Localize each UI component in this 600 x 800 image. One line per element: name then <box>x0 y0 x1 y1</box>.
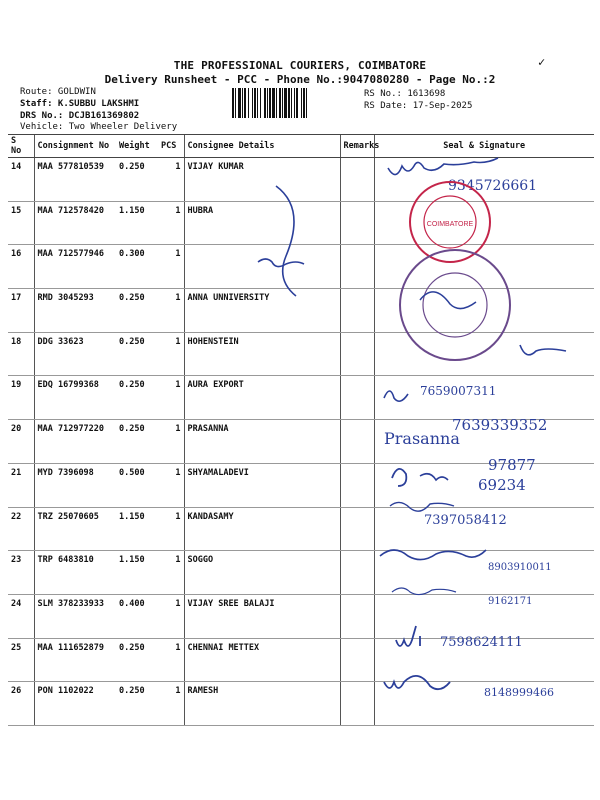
col-pcs: PCS <box>158 135 184 158</box>
cell-consignee: SHYAMALADEVI <box>184 463 340 507</box>
cell-consignee: PRASANNA <box>184 420 340 464</box>
cell-remarks <box>340 551 374 595</box>
cell-signature <box>374 507 594 551</box>
cell-signature <box>374 245 594 289</box>
table-row <box>8 332 594 376</box>
cell-sno: 22 <box>8 507 34 551</box>
cell-consignee: KANDASAMY <box>184 507 340 551</box>
cell-consignee <box>184 245 340 289</box>
cell-pcs: 1 <box>158 420 184 464</box>
cell-signature <box>374 376 594 420</box>
cell-weight: 0.250 <box>116 289 158 333</box>
handwritten-phone-24: 9162171 <box>488 596 533 607</box>
cell-remarks <box>340 638 374 682</box>
cell-remarks <box>340 682 374 726</box>
cell-signature <box>374 682 594 726</box>
cell-sno: 23 <box>8 551 34 595</box>
cell-weight: 0.250 <box>116 332 158 376</box>
cell-consignee: HUBRA <box>184 201 340 245</box>
cell-consignment: DDG 33623 <box>34 332 116 376</box>
table-row <box>8 245 594 289</box>
cell-remarks <box>340 376 374 420</box>
cell-sno: 25 <box>8 638 34 682</box>
cell-consignee: AURA EXPORT <box>184 376 340 420</box>
col-consignee: Consignee Details <box>184 135 340 158</box>
runsheet-subtitle: Delivery Runsheet - PCC - Phone No.:9047080280 - Page No.:2 <box>104 73 496 86</box>
cell-consignment: PON 1102022 <box>34 682 116 726</box>
cell-weight: 1.150 <box>116 507 158 551</box>
cell-remarks <box>340 332 374 376</box>
handwritten-phone-20: 7639339352 <box>452 416 548 434</box>
handwritten-phone-25: 7598624111 <box>440 635 523 650</box>
col-consignment: Consignment No <box>34 135 116 158</box>
cell-consignee: VIJAY KUMAR <box>184 158 340 202</box>
col-weight: Weight <box>116 135 158 158</box>
table-row <box>8 158 594 202</box>
handwritten-number-21a: 97877 <box>488 456 536 474</box>
cell-remarks <box>340 201 374 245</box>
table-row <box>8 420 594 464</box>
cell-consignment: SLM 378233933 <box>34 594 116 638</box>
cell-consignment: MAA 712578420 <box>34 201 116 245</box>
cell-pcs: 1 <box>158 158 184 202</box>
cell-signature <box>374 638 594 682</box>
barcode-image <box>232 88 358 118</box>
table-row <box>8 682 594 726</box>
table-row <box>8 507 594 551</box>
cell-sno: 26 <box>8 682 34 726</box>
cell-pcs: 1 <box>158 376 184 420</box>
cell-remarks <box>340 507 374 551</box>
handwritten-phone-22: 7397058412 <box>424 513 507 528</box>
cell-remarks <box>340 245 374 289</box>
cell-weight: 0.400 <box>116 594 158 638</box>
cell-consignee: HOHENSTEIN <box>184 332 340 376</box>
col-sno: S No <box>8 135 34 158</box>
cell-pcs: 1 <box>158 332 184 376</box>
handwritten-name-20: Prasanna <box>384 429 460 448</box>
cell-pcs: 1 <box>158 638 184 682</box>
cell-consignment: TRZ 25070605 <box>34 507 116 551</box>
cell-consignee: ANNA UNNIVERSITY <box>184 289 340 333</box>
handwritten-phone-14: 9345726661 <box>448 178 538 194</box>
cell-weight: 0.250 <box>116 158 158 202</box>
cell-weight: 0.250 <box>116 682 158 726</box>
vehicle-label: Vehicle: Two Wheeler Delivery <box>20 122 178 132</box>
handwritten-phone-23: 8903910011 <box>488 562 552 573</box>
col-signature: Seal & Signature <box>374 135 594 158</box>
cell-consignment: MYD 7396098 <box>34 463 116 507</box>
cell-remarks <box>340 420 374 464</box>
cell-sno: 17 <box>8 289 34 333</box>
table-row <box>8 463 594 507</box>
cell-consignee: CHENNAI METTEX <box>184 638 340 682</box>
cell-consignment: MAA 577810539 <box>34 158 116 202</box>
cell-sno: 20 <box>8 420 34 464</box>
cell-consignment: MAA 712577946 <box>34 245 116 289</box>
table-row <box>8 289 594 333</box>
cell-weight: 0.300 <box>116 245 158 289</box>
cell-sno: 21 <box>8 463 34 507</box>
cell-pcs: 1 <box>158 289 184 333</box>
table-row <box>8 638 594 682</box>
table-header-row <box>8 135 594 158</box>
cell-weight: 0.500 <box>116 463 158 507</box>
tick-mark: ✓ <box>538 55 546 69</box>
cell-pcs: 1 <box>158 201 184 245</box>
cell-sno: 19 <box>8 376 34 420</box>
cell-signature <box>374 289 594 333</box>
cell-weight: 0.250 <box>116 638 158 682</box>
cell-sno: 18 <box>8 332 34 376</box>
cell-remarks <box>340 158 374 202</box>
col-remarks: Remarks <box>340 135 374 158</box>
cell-consignment: TRP 6483810 <box>34 551 116 595</box>
cell-consignee: SOGGO <box>184 551 340 595</box>
cell-sno: 15 <box>8 201 34 245</box>
cell-remarks <box>340 594 374 638</box>
rs-date: RS Date: 17-Sep-2025 <box>364 101 473 111</box>
cell-weight: 1.150 <box>116 201 158 245</box>
handwritten-number-21b: 69234 <box>478 476 526 494</box>
cell-signature <box>374 158 594 202</box>
cell-signature <box>374 463 594 507</box>
cell-consignment: MAA 712977220 <box>34 420 116 464</box>
cell-consignment: RMD 3045293 <box>34 289 116 333</box>
cell-consignee: RAMESH <box>184 682 340 726</box>
table-row <box>8 594 594 638</box>
drs-number: DRS No.: DCJB161369802 <box>20 111 140 121</box>
cell-weight: 1.150 <box>116 551 158 595</box>
cell-pcs: 1 <box>158 463 184 507</box>
cell-signature <box>374 420 594 464</box>
rs-number: RS No.: 1613698 <box>364 89 446 99</box>
cell-sno: 16 <box>8 245 34 289</box>
cell-sno: 24 <box>8 594 34 638</box>
cell-consignee: VIJAY SREE BALAJI <box>184 594 340 638</box>
company-title: THE PROFESSIONAL COURIERS, COIMBATORE <box>173 59 427 72</box>
cell-consignment: EDQ 16799368 <box>34 376 116 420</box>
cell-pcs: 1 <box>158 245 184 289</box>
cell-remarks <box>340 289 374 333</box>
cell-pcs: 1 <box>158 551 184 595</box>
table-row <box>8 551 594 595</box>
handwritten-phone-26: 8148999466 <box>484 686 554 699</box>
cell-weight: 0.250 <box>116 420 158 464</box>
cell-pcs: 1 <box>158 682 184 726</box>
cell-sno: 14 <box>8 158 34 202</box>
cell-signature <box>374 201 594 245</box>
cell-consignment: MAA 111652879 <box>34 638 116 682</box>
table-row <box>8 201 594 245</box>
cell-weight: 0.250 <box>116 376 158 420</box>
staff-label: Staff: K.SUBBU LAKSHMI <box>20 99 140 109</box>
cell-signature <box>374 551 594 595</box>
delivery-table <box>8 134 594 726</box>
cell-signature <box>374 594 594 638</box>
route-label: Route: GOLDWIN <box>20 87 96 97</box>
table-row <box>8 376 594 420</box>
cell-remarks <box>340 463 374 507</box>
handwritten-phone-19: 7659007311 <box>420 384 497 398</box>
svg-text:COIMBATORE: COIMBATORE <box>426 221 474 228</box>
cell-signature <box>374 332 594 376</box>
cell-pcs: 1 <box>158 507 184 551</box>
cell-pcs: 1 <box>158 594 184 638</box>
